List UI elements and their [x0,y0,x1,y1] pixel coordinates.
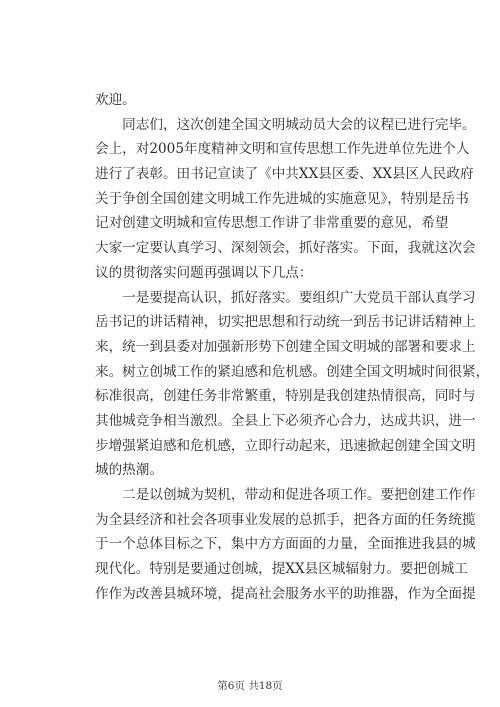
text-line: 一是要提高认识，抓好落实。要组织广大党员干部认真学习 [95,289,476,306]
text-line: 为全县经济和社会各项事业发展的总抓手，把各方面的任务统揽 [95,511,476,528]
text-line: 记对创建文明城和宣传思想工作讲了非常重要的意见，希望 [95,215,449,232]
text-line: 议的贯彻落实问题再强调以下几点： [95,264,313,281]
text-line: 二是以创城为契机，带动和促进各项工作。要把创建工作作 [95,487,476,503]
text-line: 进行了表彰。田书记宣读了《中共XX县区委、XX县区人民政府 [95,166,474,183]
text-line: 会上，对2005年度精神文明和宣传思想工作先进单位先进个人 [95,141,470,158]
text-line: 岳书记的讲话精神，切实把思想和行动统一到岳书记讲话精神上 [95,314,476,331]
text-line: 城的热潮。 [95,462,163,479]
body-text [95,88,490,606]
text-line: 大家一定要认真学习、深刻领会，抓好落实。下面，我就这次会 [95,240,476,257]
text-line: 欢迎。 [95,92,136,108]
text-line: 标准很高，创建任务非常繁重，特别是我创建热情很高，同时与 [95,388,476,405]
text-line: 来。树立创城工作的紧迫感和危机感。创建全国文明城时间很紧， [95,363,490,380]
text-line: 步增强紧迫感和危机感，立即行动起来，迅速掀起创建全国文明 [95,437,476,454]
text-line: 其他城竞争相当激烈。全县上下必须齐心合力，达成共识，进一 [95,412,476,429]
text-line: 来，统一到县委对加强新形势下创建全国文明城的部署和要求上 [95,338,476,355]
text-line: 同志们，这次创建全国文明城动员大会的议程已进行完毕。 [95,116,476,133]
text-line: 现代化。特别是要通过创城，提XX县区城辐射力。要把创城工 [95,561,468,578]
text-line: 于一个总体目标之下，集中方方面面的力量，全面推进我县的城 [95,536,476,553]
text-line: 关于争创全国创建文明城工作先进城的实施意见》，特别是岳书 [95,190,469,207]
page-footer: 第6页 共18页 [217,680,283,692]
text-line: 作作为改善县城环境，提高社会服务水平的助推器，作为全面提 [95,585,476,602]
